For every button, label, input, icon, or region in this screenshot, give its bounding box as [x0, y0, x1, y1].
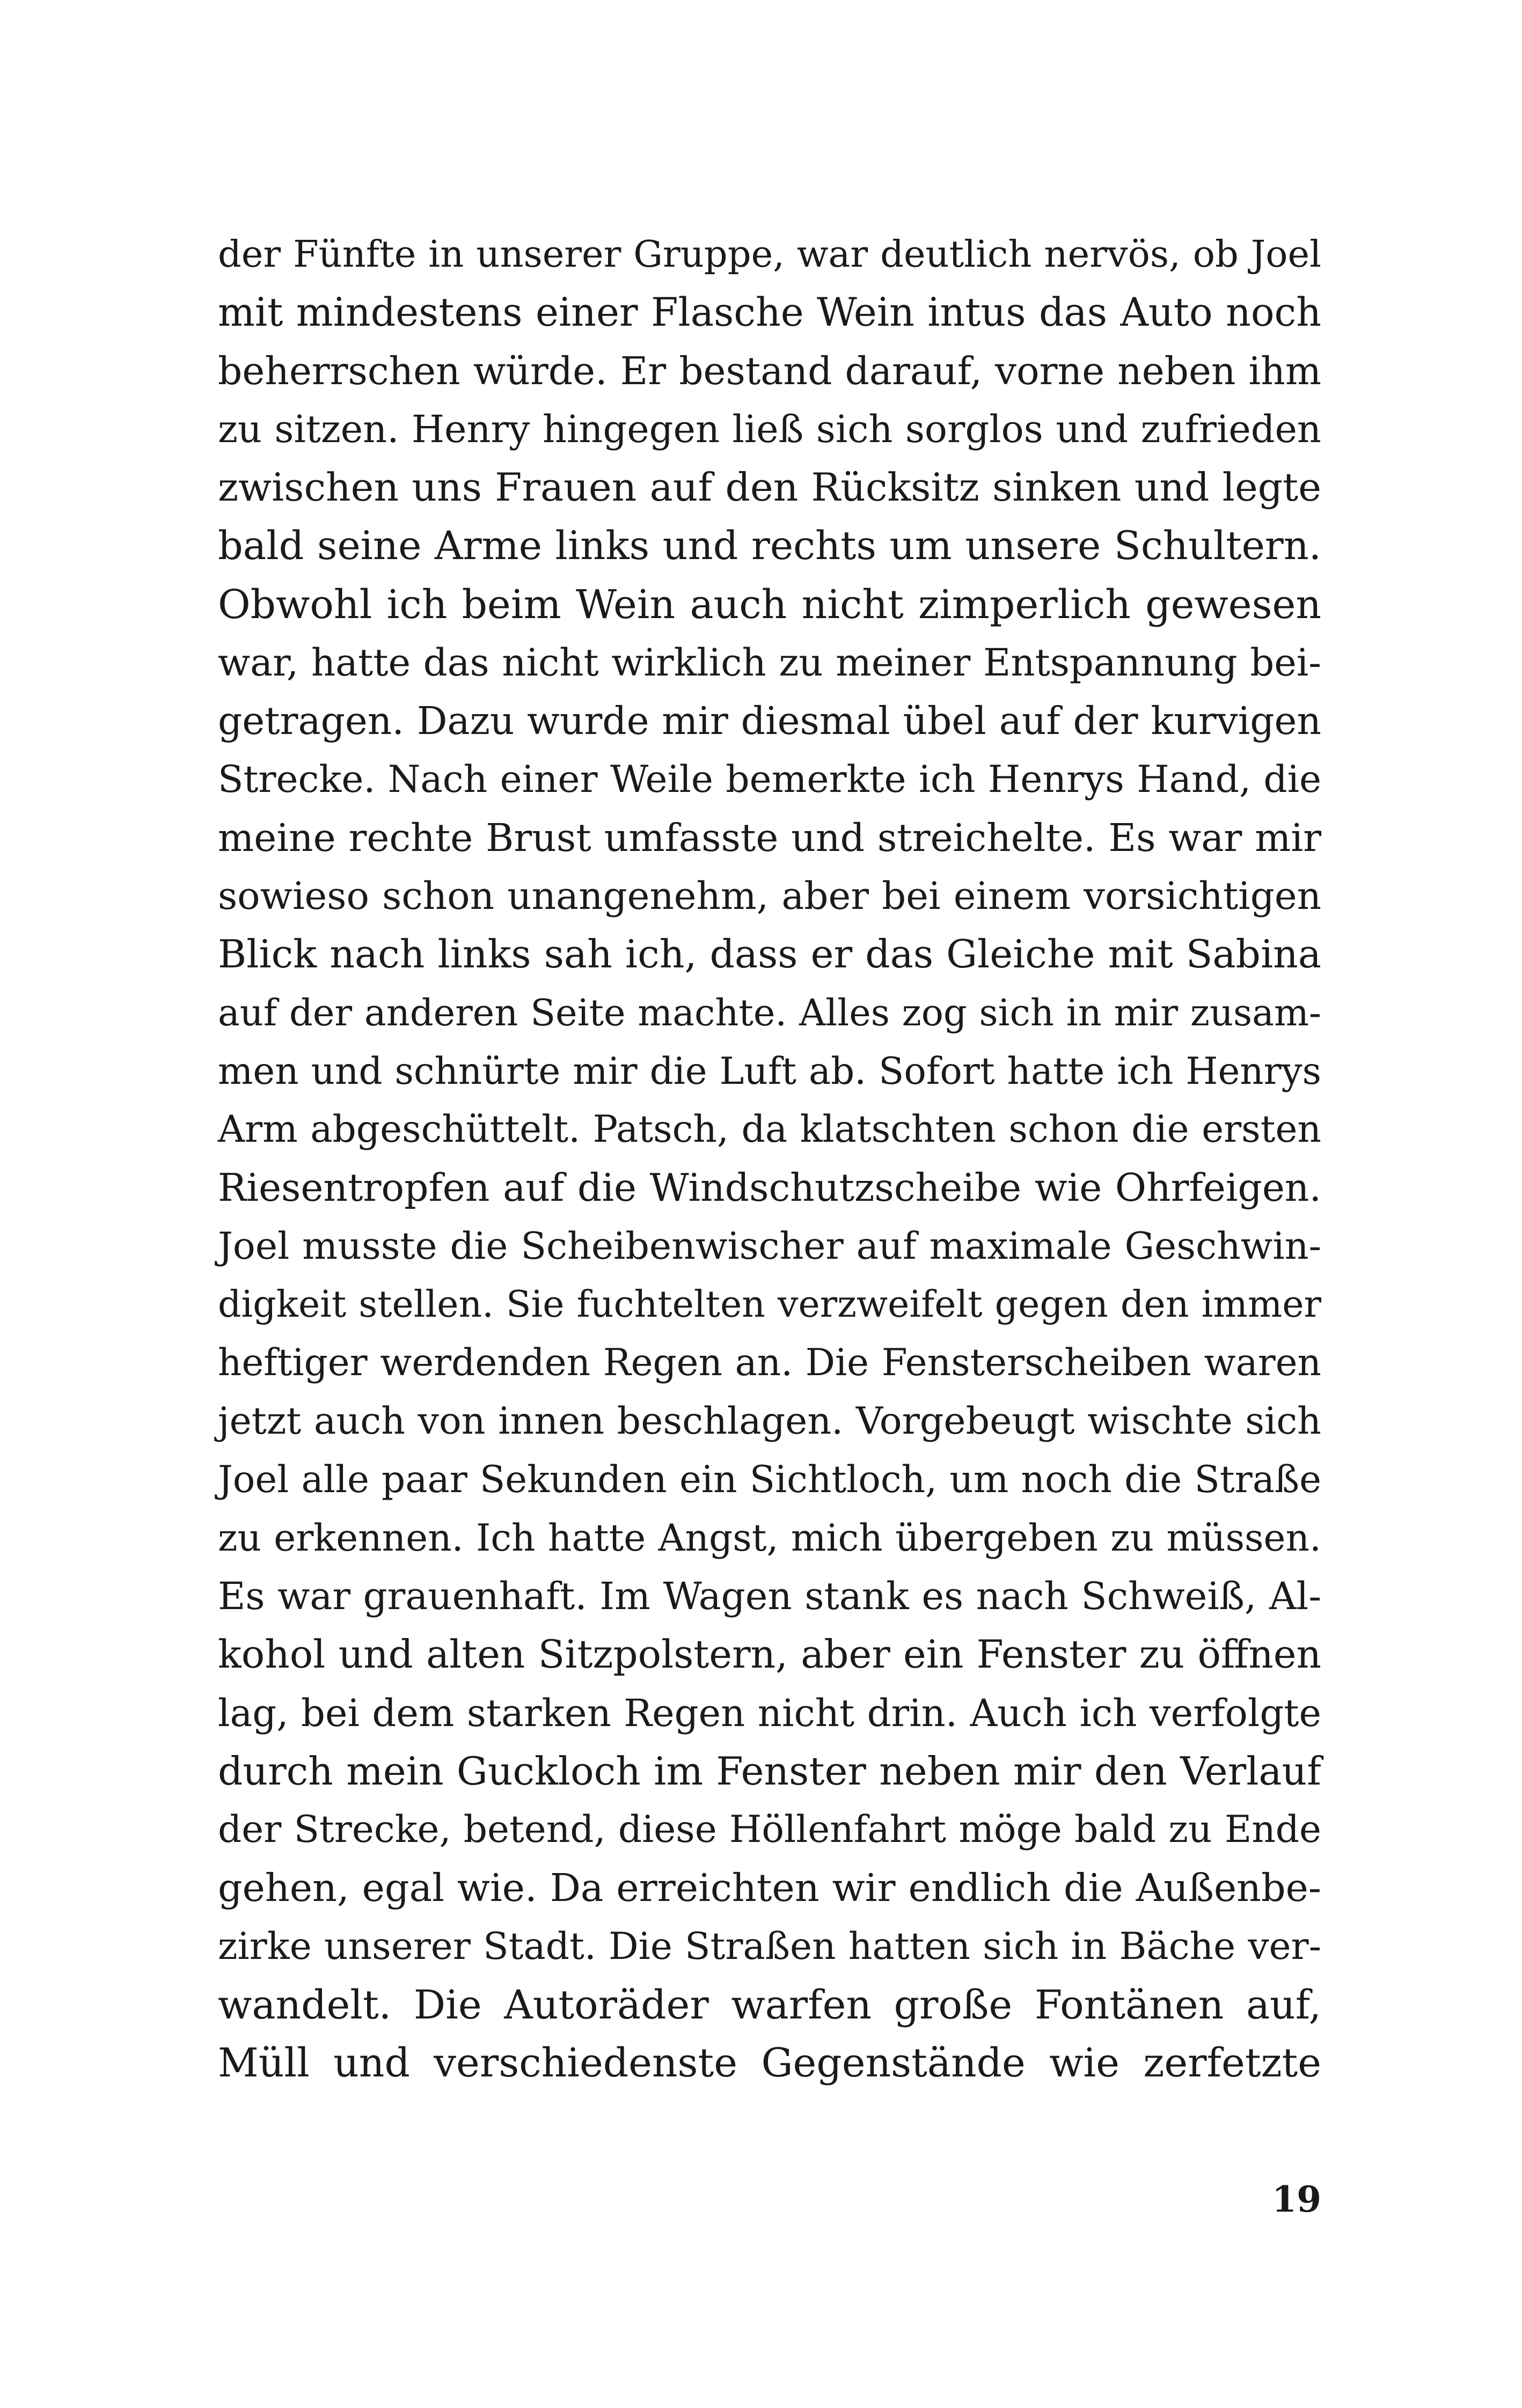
- text-line: zwischen uns Frauen auf den Rücksitz sinken und legte: [218, 465, 1321, 510]
- text-line: mit mindestens einer Flasche Wein intus das Auto noch: [218, 290, 1321, 335]
- text-line: Joel musste die Scheibenwischer auf maximale Geschwin-: [218, 1224, 1321, 1268]
- text-line: Arm abgeschüttelt. Patsch, da klatschten schon die ersten: [218, 1108, 1321, 1151]
- text-line: Obwohl ich beim Wein auch nicht zimperlich gewesen: [218, 581, 1321, 628]
- text-line: der Fünfte in unserer Gruppe, war deutlich nervös, ob Joel: [218, 233, 1321, 276]
- text-line: zu erkennen. Ich hatte Angst, mich übergeben zu müssen.: [218, 1516, 1321, 1560]
- text-line: lag, bei dem starken Regen nicht drin. Auch ich verfolgte: [218, 1691, 1321, 1735]
- text-line: heftiger werdenden Regen an. Die Fensterscheiben waren: [218, 1341, 1321, 1385]
- text-line: zirke unserer Stadt. Die Straßen hatten sich in Bäche ver-: [218, 1925, 1321, 1968]
- text-line: auf der anderen Seite machte. Alles zog sich in mir zusam-: [218, 991, 1321, 1034]
- page-number: 19: [1272, 2178, 1321, 2220]
- text-line: Strecke. Nach einer Weile bemerkte ich Henrys Hand, die: [218, 758, 1321, 801]
- text-line: getragen. Dazu wurde mir diesmal übel auf der kurvigen: [218, 699, 1321, 743]
- text-line: digkeit stellen. Sie fuchtelten verzweifelt gegen den immer: [218, 1283, 1321, 1326]
- text-line: wandelt. Die Autoräder warfen große Fontänen auf,: [218, 1981, 1321, 2028]
- text-line: zu sitzen. Henry hingegen ließ sich sorglos und zufrieden: [218, 407, 1321, 452]
- text-line: bald seine Arme links und rechts um unsere Schultern.: [218, 523, 1321, 569]
- body-text: [218, 225, 1321, 2093]
- text-line: Es war grauenhaft. Im Wagen stank es nach Schweiß, Al-: [218, 1574, 1321, 1619]
- text-line: gehen, egal wie. Da erreichten wir endlich die Außenbe-: [218, 1866, 1321, 1910]
- text-line: jetzt auch von innen beschlagen. Vorgebeugt wischte sich: [218, 1399, 1321, 1443]
- text-line: Riesentropfen auf die Windschutzscheibe wie Ohrfeigen.: [218, 1165, 1321, 1210]
- text-line: beherrschen würde. Er bestand darauf, vorne neben ihm: [218, 348, 1321, 393]
- text-line: war, hatte das nicht wirklich zu meiner Entspannung bei-: [218, 641, 1321, 685]
- text-line: men und schnürte mir die Luft ab. Sofort hatte ich Henrys: [218, 1049, 1321, 1093]
- text-line: durch mein Guckloch im Fenster neben mir den Verlauf: [218, 1749, 1321, 1794]
- text-line: kohol und alten Sitzpolstern, aber ein Fenster zu öffnen: [218, 1632, 1321, 1677]
- text-line: sowieso schon unangenehm, aber bei einem vorsichtigen: [218, 874, 1321, 919]
- text-line: meine rechte Brust umfasste und streichelte. Es war mir: [218, 815, 1321, 860]
- text-line: Joel alle paar Sekunden ein Sichtloch, um noch die Straße: [218, 1458, 1321, 1501]
- text-line: der Strecke, betend, diese Höllenfahrt möge bald zu Ende: [218, 1808, 1321, 1852]
- text-line: Blick nach links sah ich, dass er das Gleiche mit Sabina: [218, 932, 1321, 977]
- text-line: Müll und verschiedenste Gegenstände wie zerfetzte: [218, 2040, 1321, 2087]
